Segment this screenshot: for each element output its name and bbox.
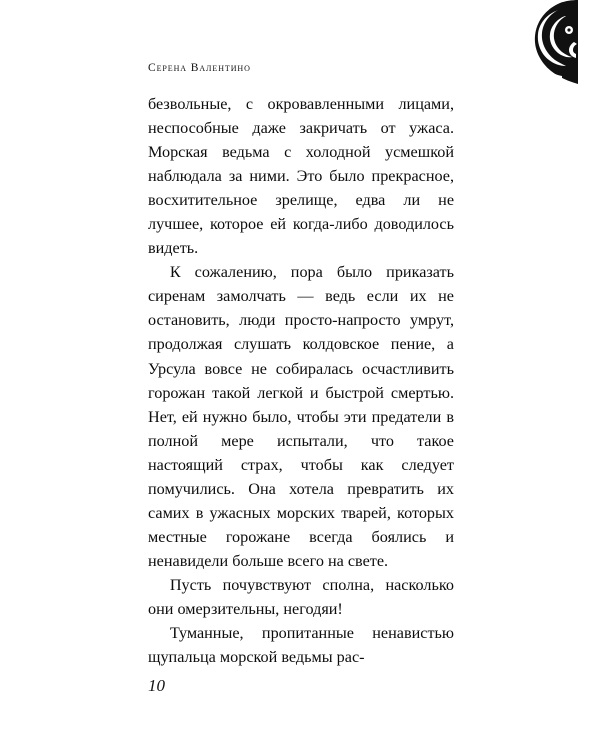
running-head: Серена Валентино: [148, 62, 251, 74]
paragraph: Пусть почувствуют сполна, насколько они омерзительны, негодяи!: [148, 575, 454, 618]
corner-flourish-ornament: [486, 0, 578, 84]
body-text: [148, 92, 454, 669]
page-number: 10: [148, 676, 165, 695]
paragraph: К сожалению, пора было приказать сиренам замолчать — ведь если их не остановить, люди просто-напросто умрут, продолжая слушать колдовское пение, а Урсула вовсе не собиралась осчастливить горожан такой легкой и быстрой смертью. Нет, ей нужно было, чтобы эти предатели в полной мере испытали, что такое настоящий страх, чтобы как следует помучились. Она хотела превратить их самих в ужасных морских тварей, которых местные горожане всегда боялись и ненавидели больше всего на свете.: [148, 263, 454, 570]
paragraph: безвольные, с окровавленными лицами, неспособные даже закричать от ужаса. Морская ведьма с холодной усмешкой наблюдала за ними. Это было прекрасное, восхитительное зрелище, едва ли не лучшее, которое ей когда-либо доводилось видеть.: [148, 95, 454, 258]
paragraph: Туманные, пропитанные ненавистью щупальца морской ведьмы рас-: [148, 624, 454, 667]
